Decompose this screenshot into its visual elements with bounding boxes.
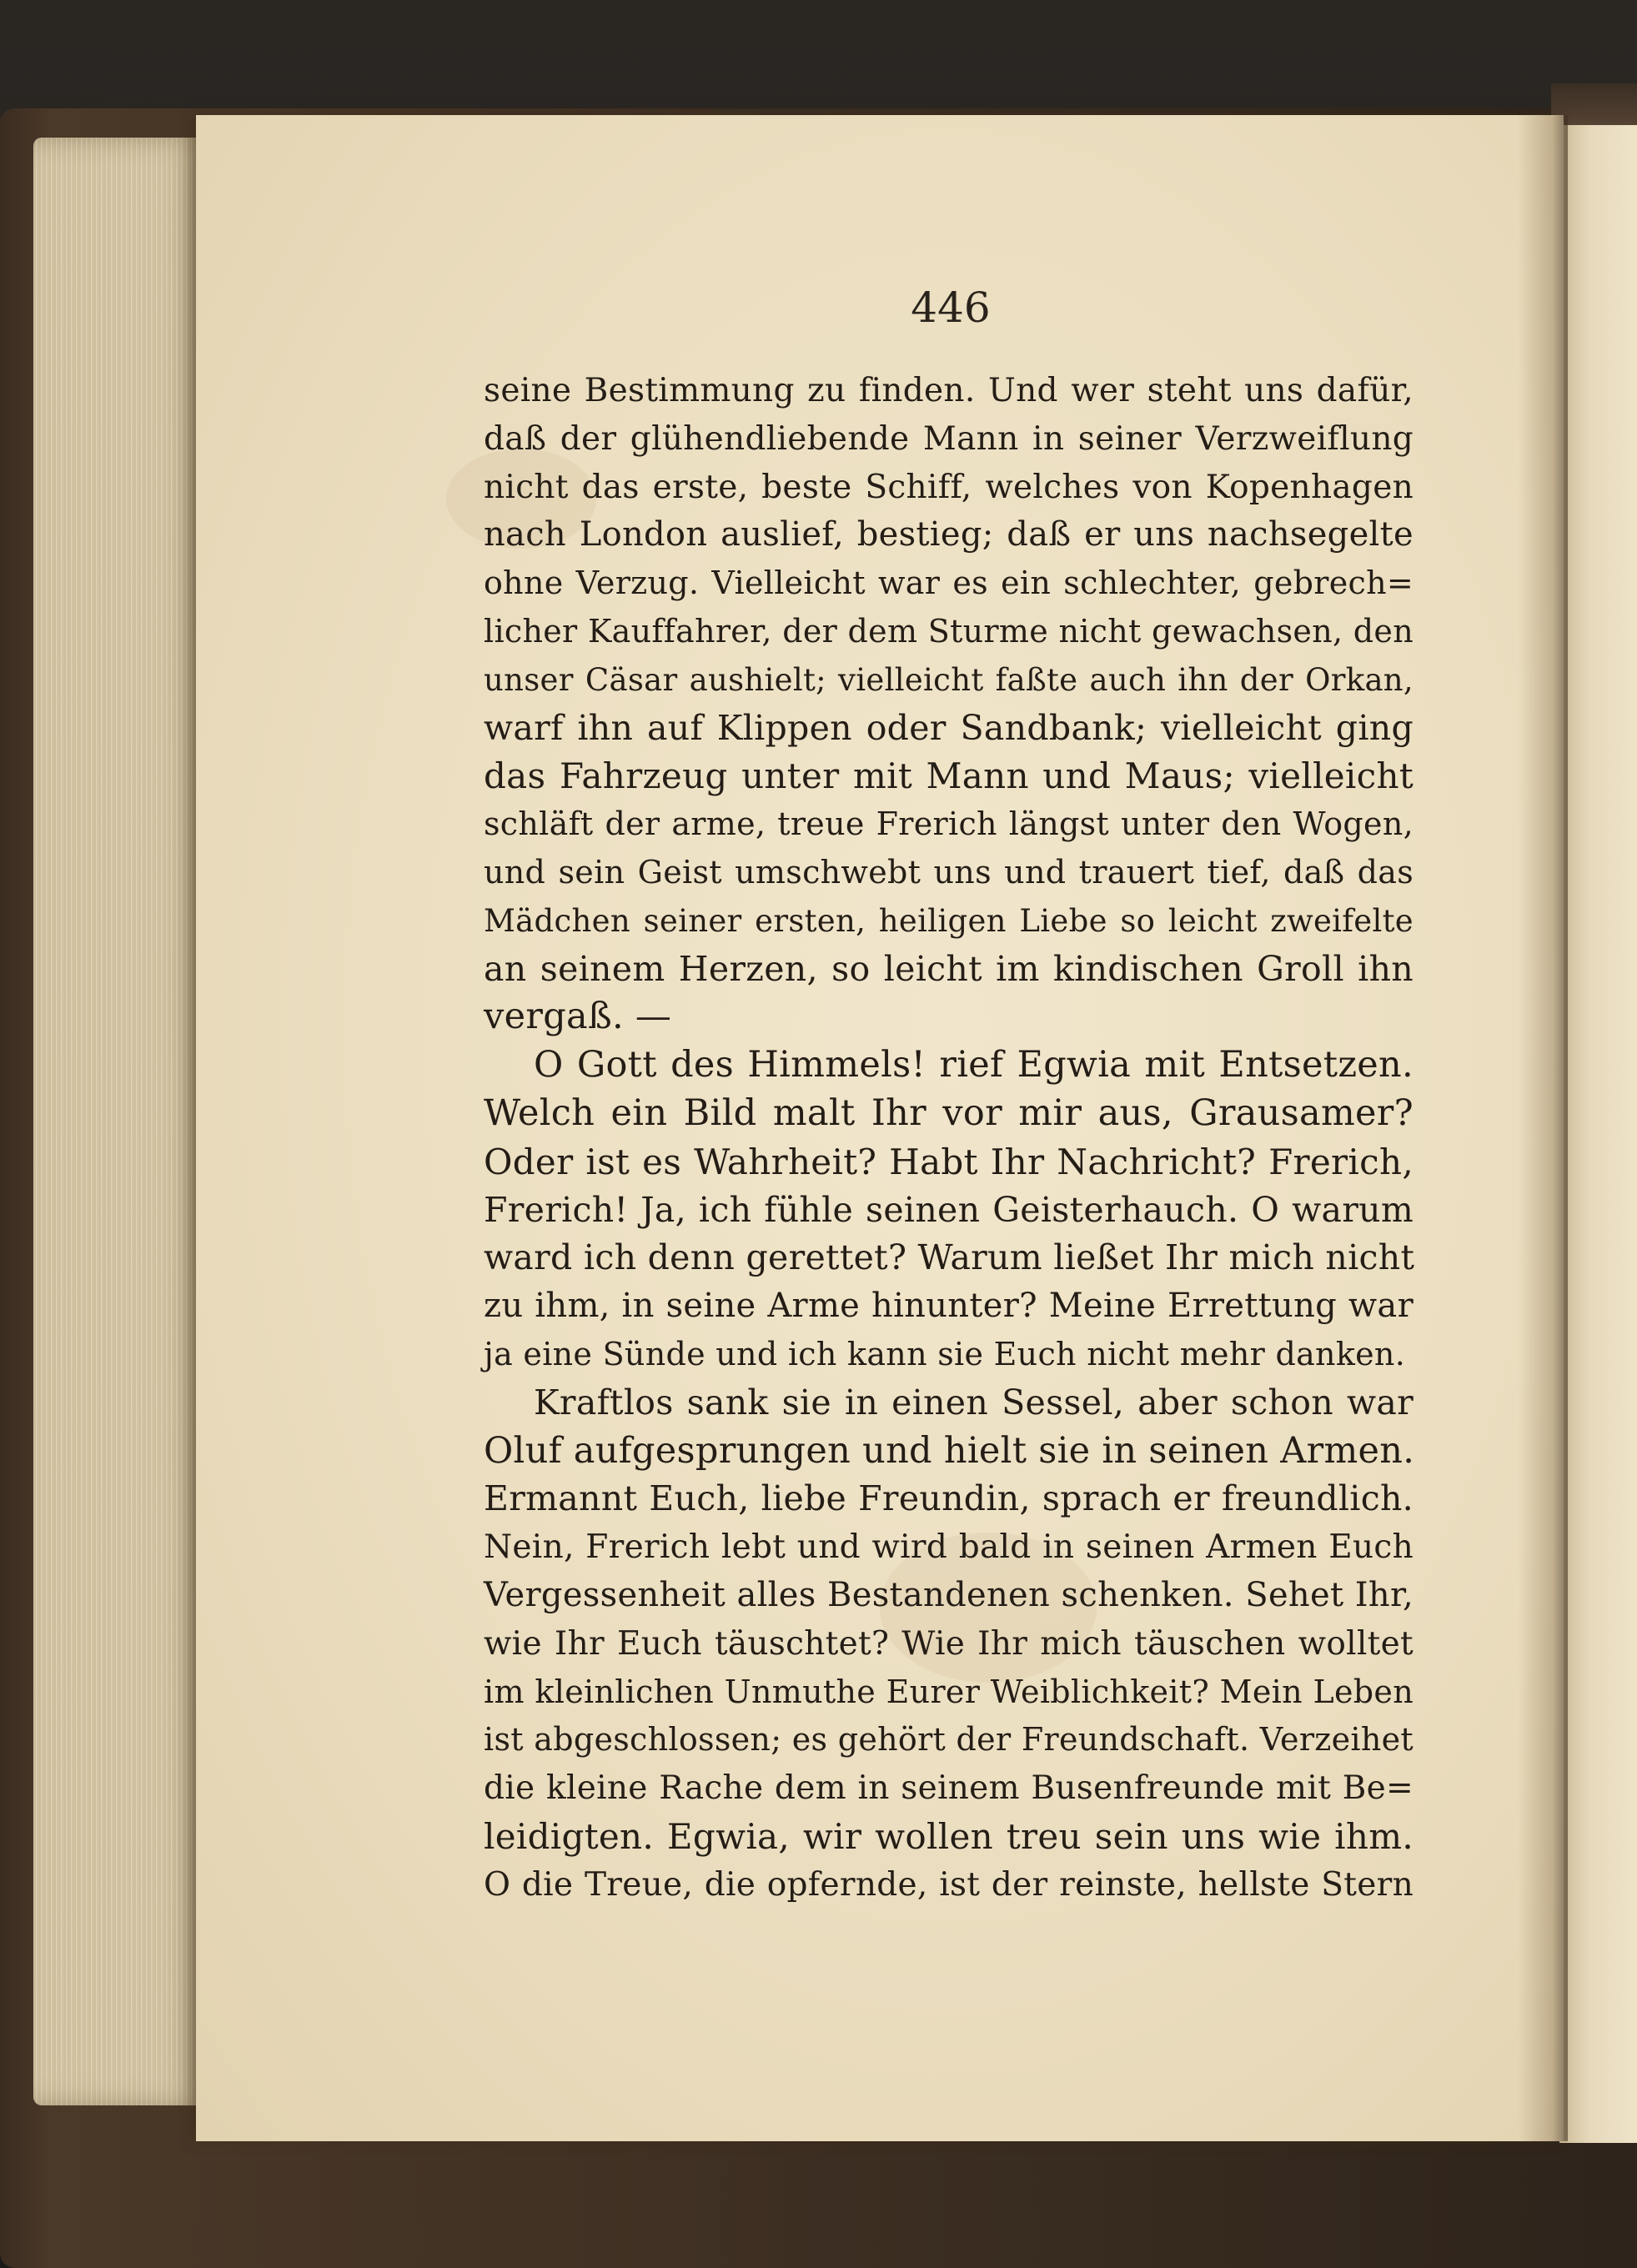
- text-line: Kraftlos sank sie in einen Sessel, aber schon war: [534, 1382, 1414, 1423]
- text-line: die kleine Rache dem in seinem Busenfreunde mit Be=: [484, 1769, 1414, 1808]
- text-line: seine Bestimmung zu finden. Und wer steht uns dafür,: [484, 372, 1414, 409]
- page-gutter: [1518, 115, 1568, 2141]
- text-line: daß der glühendliebende Mann in seiner Verzweiflung: [484, 419, 1414, 458]
- page-edges: [33, 138, 204, 2105]
- text-line: zu ihm, in seine Arme hinunter? Meine Errettung war: [484, 1287, 1414, 1326]
- text-line: Oder ist es Wahrheit? Habt Ihr Nachricht? Frerich,: [484, 1141, 1414, 1182]
- text-line: nicht das erste, beste Schiff, welches von Kopenhagen: [484, 468, 1414, 506]
- text-line: warf ihn auf Klippen oder Sandbank; vielleicht ging: [484, 707, 1414, 748]
- text-line: schläft der arme, treue Frerich längst unter den Wogen,: [484, 805, 1414, 843]
- text-line: leidigten. Egwia, wir wollen treu sein uns wie ihm.: [484, 1815, 1414, 1857]
- text-line: Oluf aufgesprungen und hielt sie in seinen Armen.: [484, 1429, 1415, 1472]
- text-line: vergaß. —: [484, 996, 672, 1038]
- text-line: ohne Verzug. Vielleicht war es ein schlechter, gebrech=: [484, 564, 1414, 602]
- text-line: wie Ihr Euch täuschtet? Wie Ihr mich täuschen wolltet: [484, 1624, 1414, 1663]
- text-line: nach London auslief, bestieg; daß er uns nachsegelte: [484, 515, 1414, 554]
- text-line: Ermannt Euch, liebe Freundin, sprach er freundlich.: [484, 1478, 1414, 1519]
- text-line: unser Cäsar aushielt; vielleicht faßte auch ihn der Orkan,: [484, 661, 1414, 698]
- text-line: ja eine Sünde und ich kann sie Euch nicht mehr danken.: [484, 1335, 1406, 1372]
- text-line: O die Treue, die opfernde, ist der reinste, hellste Stern: [484, 1865, 1414, 1904]
- text-line: Mädchen seiner ersten, heiligen Liebe so leicht zweifelte: [484, 902, 1414, 939]
- text-line: ward ich denn gerettet? Warum ließet Ihr mich nicht: [484, 1237, 1415, 1278]
- body-text: [484, 367, 1414, 1909]
- text-line: Frerich! Ja, ich fühle seinen Geisterhauch. O warum: [484, 1189, 1414, 1230]
- text-line: ist abgeschlossen; es gehört der Freundschaft. Verzeihet: [484, 1721, 1414, 1759]
- text-line: Welch ein Bild malt Ihr vor mir aus, Grausamer?: [484, 1091, 1414, 1134]
- page-number: 446: [911, 284, 991, 332]
- text-line: an seinem Herzen, so leicht im kindischen Groll ihn: [484, 948, 1414, 989]
- facing-page-edge: [1559, 125, 1637, 2143]
- text-line: im kleinlichen Unmuthe Eurer Weiblichkeit? Mein Leben: [484, 1673, 1414, 1710]
- text-line: Vergessenheit alles Bestandenen schenken. Sehet Ihr,: [484, 1575, 1414, 1614]
- text-line: und sein Geist umschwebt uns und trauert tief, daß das: [484, 853, 1414, 891]
- text-line: licher Kauffahrer, der dem Sturme nicht gewachsen, den: [484, 612, 1414, 650]
- text-line: das Fahrzeug unter mit Mann und Maus; vielleicht: [484, 755, 1414, 797]
- text-line: O Gott des Himmels! rief Egwia mit Entsetzen.: [534, 1044, 1414, 1086]
- text-line: Nein, Frerich lebt und wird bald in seinen Armen Euch: [484, 1528, 1414, 1567]
